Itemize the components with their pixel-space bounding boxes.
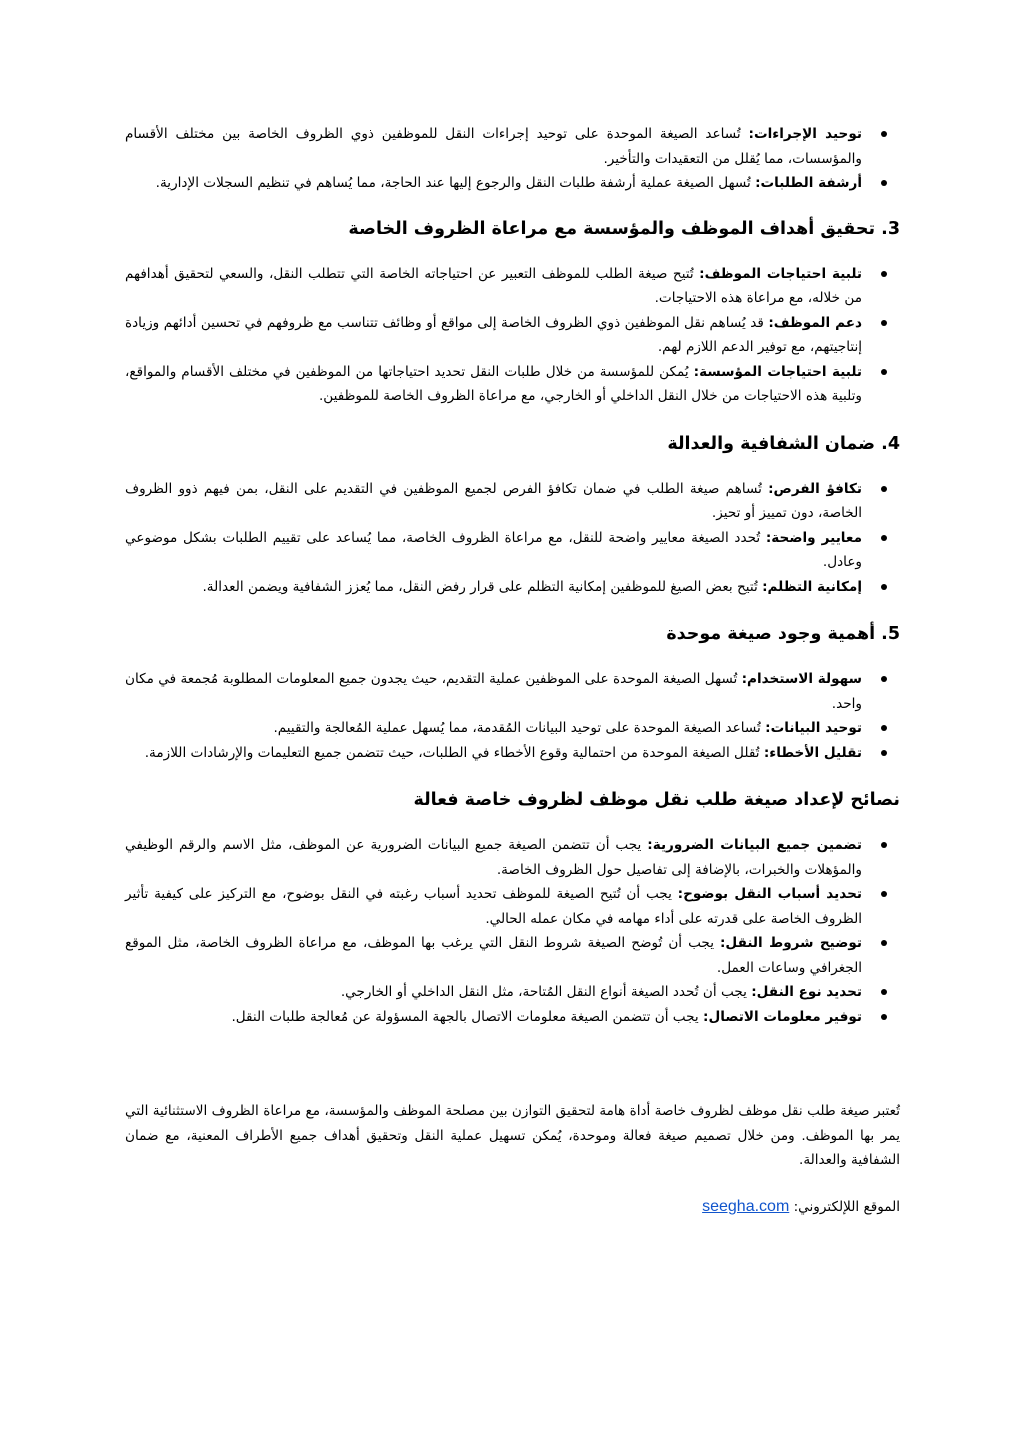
bullet-text: يجب أن تُحدد الصيغة أنواع النقل المُتاحة، مثل النقل الداخلي أو الخارجي. bbox=[340, 984, 752, 1000]
bullet-term: تلبية احتياجات الموظف: bbox=[699, 265, 862, 282]
list-item bbox=[125, 833, 862, 882]
bullet-term: تكافؤ الفرص: bbox=[768, 480, 862, 497]
list-item bbox=[125, 171, 862, 196]
section-4-heading: 4. ضمان الشفافية والعدالة bbox=[667, 433, 900, 454]
list-item bbox=[125, 1005, 862, 1030]
section-5-heading: 5. أهمية وجود صيغة موحدة bbox=[666, 624, 900, 644]
bullet-text: تُتيح صيغة الطلب للموظف التعبير عن احتياجاته الخاصة التي تتطلب النقل، والسعي لتحقيق أهدافهم من خلاله، مع مراعاة هذه الاحتياجات. bbox=[125, 265, 862, 306]
list-item bbox=[125, 931, 862, 980]
conclusion-paragraph: تُعتبر صيغة طلب نقل موظف لظروف خاصة أداة هامة لتحقيق التوازن بين مصلحة الموظف والمؤسسة، مع مراعاة الظروف الاستثنائية التي يمر بها الموظف. ومن خلال تصميم صيغة فعالة وموحدة، يُمكن تسهيل عملية النقل وتحقيق أهداف جميع الأطراف المعنية، مع ضمان الشفافية والعدالة. bbox=[125, 1103, 900, 1168]
bullet-text: يجب أن تُوضح الصيغة شروط النقل التي يرغب بها الموظف، مع مراعاة الظروف الخاصة، مثل الموقع الجغرافي وساعات العمل. bbox=[125, 935, 862, 976]
bullet-text: يجب أن تتضمن الصيغة جميع البيانات الضرورية عن الموظف، مثل الاسم والرقم الوظيفي والمؤهلات والخبرات، بالإضافة إلى تفاصيل حول الظروف الخاصة. bbox=[125, 837, 862, 878]
list-item bbox=[125, 311, 862, 360]
list-item bbox=[125, 360, 862, 409]
bullet-text: تُسهل الصيغة عملية أرشفة طلبات النقل والرجوع إليها عند الحاجة، مما يُساهم في تنظيم السجلات الإدارية. bbox=[155, 175, 756, 191]
list-item bbox=[125, 980, 862, 1005]
bullet-text: يُمكن للمؤسسة من خلال طلبات النقل تحديد احتياجاتها من الموظفين في مختلف الأقسام والمواقع، وتلبية هذه الاحتياجات من خلال النقل الداخلي أو الخارجي، مع مراعاة الظروف الخاصة للموظفين. bbox=[125, 363, 862, 404]
section-4-bullet-list bbox=[125, 477, 900, 600]
bullet-term: إمكانية التظلم: bbox=[762, 578, 862, 595]
bullet-text: تُسهل الصيغة الموحدة على الموظفين عملية التقديم، حيث يجدون جميع المعلومات المطلوبة مُجمعة في مكان واحد. bbox=[125, 671, 862, 712]
bullet-text: قد يُساهم نقل الموظفين ذوي الظروف الخاصة إلى مواقع أو وظائف تتناسب مع ظروفهم في تحسين أدائهم وزيادة إنتاجيتهم، مع توفير الدعم اللازم لهم. bbox=[125, 314, 862, 355]
bullet-term: توحيد البيانات: bbox=[765, 720, 862, 736]
bullet-term: تضمين جميع البيانات الضرورية: bbox=[647, 837, 862, 853]
bullet-term: أرشفة الطلبات: bbox=[755, 175, 862, 191]
section-5-bullet-list bbox=[125, 667, 900, 765]
website-line bbox=[125, 1195, 900, 1219]
list-item bbox=[125, 667, 862, 716]
bullet-text: تُساهم صيغة الطلب في ضمان تكافؤ الفرص لجميع الموظفين في التقديم على النقل، بمن فيهم ذوو الظروف الخاصة، دون تمييز أو تحيز. bbox=[125, 480, 862, 521]
bullet-text: تُحدد الصيغة معايير واضحة للنقل، مع مراعاة الظروف الخاصة، مما يُساعد على تقييم الطلبات بشكل موضوعي وعادل. bbox=[125, 529, 862, 570]
bullet-text: يجب أن تتضمن الصيغة معلومات الاتصال بالجهة المسؤولة عن مُعالجة طلبات النقل. bbox=[231, 1008, 704, 1025]
bullet-term: توضيح شروط النقل: bbox=[720, 935, 862, 951]
website-link[interactable]: seegha.com bbox=[702, 1197, 790, 1215]
document-page bbox=[125, 120, 900, 1219]
list-item bbox=[125, 477, 862, 526]
bullet-term: تحديد نوع النقل: bbox=[751, 984, 862, 1000]
list-item bbox=[125, 575, 862, 600]
bullet-term: تقليل الأخطاء: bbox=[763, 744, 862, 761]
list-item bbox=[125, 526, 862, 575]
list-item bbox=[125, 882, 862, 931]
intro-bullet-list bbox=[125, 122, 900, 196]
bullet-term: توفير معلومات الاتصال: bbox=[703, 1008, 862, 1025]
bullet-text: تُساعد الصيغة الموحدة على توحيد إجراءات النقل للموظفين ذوي الظروف الخاصة بين مختلف الأقسام والمؤسسات، مما يُقلل من التعقيدات والتأخير. bbox=[125, 126, 862, 167]
bullet-term: توحيد الإجراءات: bbox=[748, 126, 862, 142]
bullet-term: تلبية احتياجات المؤسسة: bbox=[693, 363, 862, 380]
bullet-term: تحديد أسباب النقل بوضوح: bbox=[677, 886, 862, 902]
website-label: الموقع اللإلكتروني: bbox=[789, 1198, 900, 1215]
bullet-text: تُتيح بعض الصيغ للموظفين إمكانية التظلم على قرار رفض النقل، مما يُعزز الشفافية ويضمن العدالة. bbox=[202, 578, 763, 595]
list-item bbox=[125, 122, 862, 171]
section-3-bullet-list bbox=[125, 262, 900, 409]
bullet-text: تُقلل الصيغة الموحدة من احتمالية وقوع الأخطاء في الطلبات، حيث تتضمن جميع التعليمات والإرشادات اللازمة. bbox=[144, 744, 764, 761]
bullet-term: دعم الموظف: bbox=[768, 314, 863, 331]
tips-heading: نصائح لإعداد صيغة طلب نقل موظف لظروف خاصة فعالة bbox=[413, 790, 900, 810]
list-item bbox=[125, 716, 862, 741]
list-item bbox=[125, 262, 862, 311]
bullet-term: معايير واضحة: bbox=[765, 529, 862, 546]
bullet-text: تُساعد الصيغة الموحدة على توحيد البيانات المُقدمة، مما يُسهل عملية المُعالجة والتقييم. bbox=[273, 720, 766, 736]
bullet-text: يجب أن تُتيح الصيغة للموظف تحديد أسباب رغبته في النقل بوضوح، مع التركيز على كيفية تأثير الظروف الخاصة على قدرته على أداء مهامه في مكان عمله الحالي. bbox=[125, 886, 862, 927]
tips-bullet-list bbox=[125, 833, 900, 1029]
bullet-term: سهولة الاستخدام: bbox=[741, 671, 862, 687]
list-item bbox=[125, 741, 862, 766]
section-3-heading: 3. تحقيق أهداف الموظف والمؤسسة مع مراعاة الظروف الخاصة bbox=[348, 218, 900, 239]
